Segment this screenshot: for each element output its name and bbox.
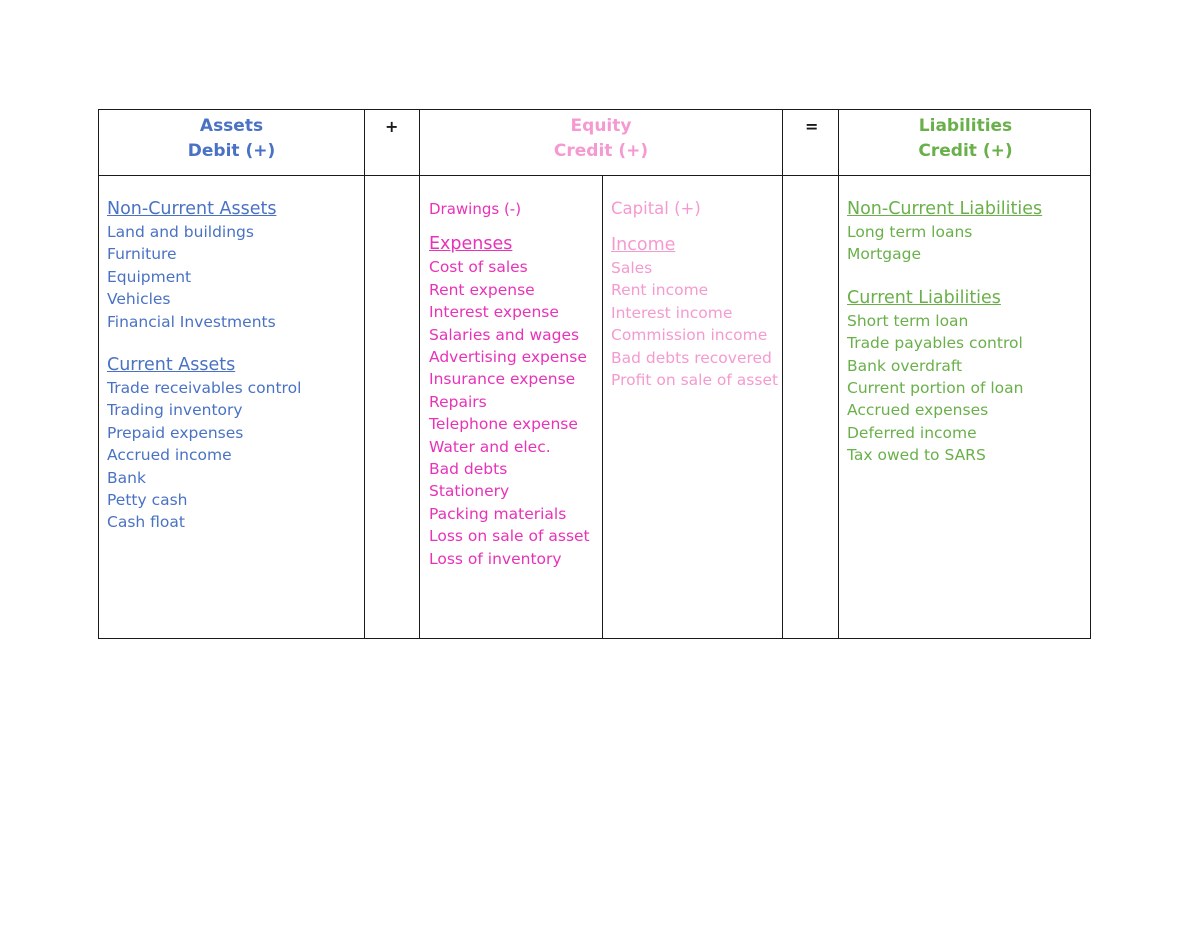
accounting-equation-table [98,109,1091,639]
list-item: Trade payables control [847,334,1023,353]
income-heading: Income [611,235,676,255]
assets-title: Assets [199,116,264,136]
current-assets-heading: Current Assets [107,355,236,376]
assets-column [107,197,301,534]
list-item: Repairs [429,392,487,411]
assets-header [99,114,364,164]
assets-subtitle: Debit (+) [187,141,276,161]
list-item: Stationery [429,482,510,501]
current-liabilities-heading: Current Liabilities [847,287,1001,308]
list-item: Sales [611,259,653,277]
liabilities-header [839,114,1092,164]
list-item: Interest expense [429,303,559,322]
list-item: Deferred income [847,423,977,442]
capital-label: Capital (+) [611,199,701,218]
list-item: Vehicles [107,290,171,309]
non-current-liabilities-heading: Non-Current Liabilities [847,199,1043,219]
list-item: Mortgage [847,245,922,264]
equity-debit-column [429,198,590,570]
list-item: Prepaid expenses [107,423,244,442]
liabilities-title: Liabilities [918,116,1013,136]
list-item: Trade receivables control [107,379,302,398]
equity-credit-column [611,197,778,391]
list-item: Interest income [611,303,733,322]
equity-title: Equity [570,116,632,136]
list-item: Water and elec. [429,437,551,456]
list-item: Furniture [107,245,177,264]
drawings-label: Drawings (-) [429,200,522,218]
list-item: Telephone expense [429,415,578,434]
list-item: Loss on sale of asset [429,527,590,546]
list-item: Bad debts recovered [611,348,772,367]
column-divider [838,110,839,638]
list-item: Trading inventory [107,401,243,420]
column-divider [364,110,365,638]
list-item: Financial Investments [107,312,276,331]
list-item: Equipment [107,267,192,286]
list-item: Tax owed to SARS [847,446,986,465]
list-item: Bank overdraft [847,356,963,375]
header-divider [99,175,1090,176]
list-item: Advertising expense [429,348,587,367]
list-item: Current portion of loan [847,379,1024,398]
list-item: Accrued expenses [847,401,989,420]
list-item: Accrued income [107,446,232,465]
equity-header [420,114,782,164]
equals-operator: = [805,117,819,136]
column-divider [419,110,420,638]
list-item: Cash float [107,513,185,532]
equity-subtitle: Credit (+) [553,141,649,161]
list-item: Commission income [611,326,768,345]
list-item: Insurance expense [429,370,576,389]
list-item: Land and buildings [107,223,254,241]
list-item: Rent income [611,281,709,300]
list-item: Packing materials [429,504,567,523]
non-current-assets-heading: Non-Current Assets [107,199,277,219]
column-divider [602,175,603,638]
liabilities-subtitle: Credit (+) [918,141,1013,161]
list-item: Rent expense [429,280,535,299]
list-item: Profit on sale of asset [611,371,779,390]
list-item: Petty cash [107,491,188,510]
liabilities-column [847,197,1042,467]
list-item: Long term loans [847,223,973,241]
expenses-heading: Expenses [429,234,513,255]
list-item: Cost of sales [429,258,528,277]
plus-operator: + [385,117,399,136]
column-divider [782,110,783,638]
list-item: Bad debts [429,460,508,479]
list-item: Short term loan [847,311,969,330]
list-item: Salaries and wages [429,325,580,344]
list-item: Bank [107,468,146,487]
list-item: Loss of inventory [429,549,562,568]
